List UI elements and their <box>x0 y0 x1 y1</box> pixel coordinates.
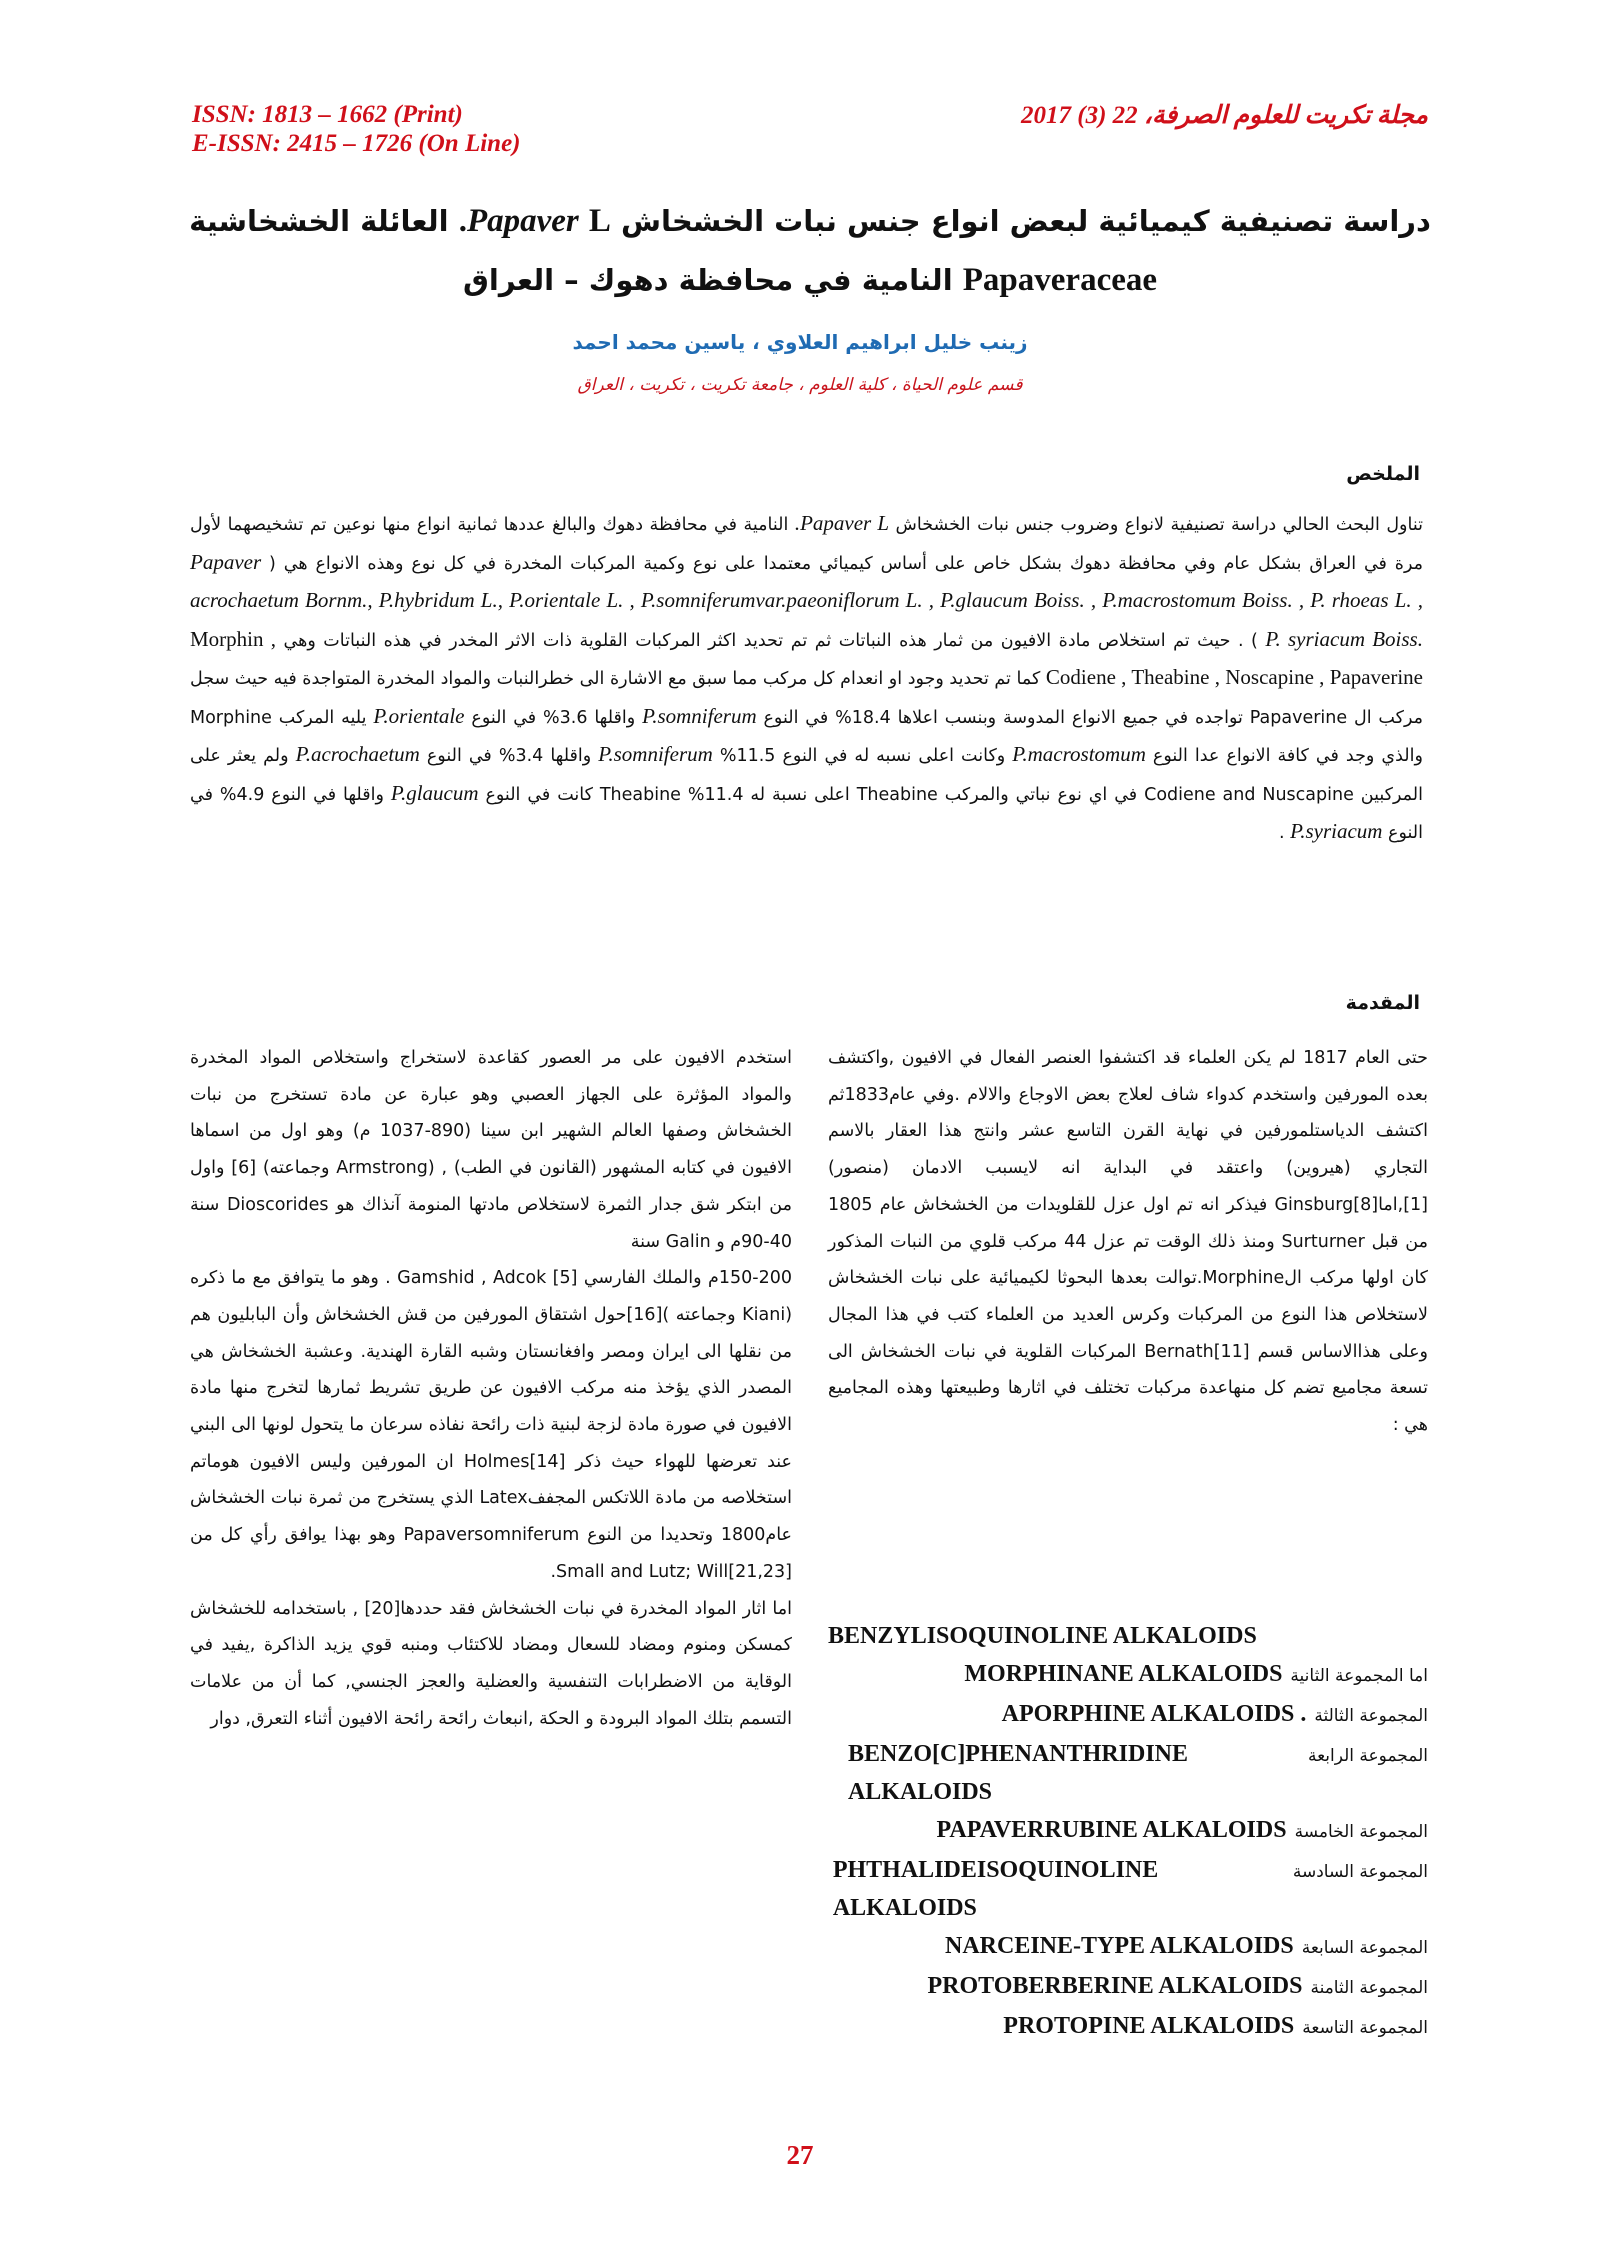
species-name: P.syriacum <box>1290 819 1383 843</box>
journal-citation: مجلة تكريت للعلوم الصرفة، 22 (3) 2017 <box>1020 102 1428 129</box>
group-label: المجموعة السادسة <box>1292 1862 1428 1882</box>
abstract-text: واقلها 3.6% في النوع <box>471 707 636 728</box>
intro-left-column <box>190 1040 792 1737</box>
species-name: P.orientale <box>373 703 465 728</box>
group-name: MORPHINANE ALKALOIDS <box>964 1661 1283 1687</box>
intro-paragraph: حتى العام 1817 لم يكن العلماء قد اكتشفوا العنصر الفعال في الافيون ,واكتشف بعده المورفين واستخدم كدواء شاف لعلاج بعض الاوجاع والالام .وفي عام1833ثم اكتشف الدياستلمورفين في نهاية القرن التاسع عشر وانتج هذا العقار بالاسم التجاري (هيروين) واعتقد في البداية انه لايسبب الادمان (منصور)[1],اماGinsburg[8] فيذكر انه تم اول عزل للقلويدات من الخشخاش عام 1805 من قبل Surturner ومنذ ذلك الوقت تم عزل 44 مركب قلوي من النبات المذكور كان اولها مركب الMorphine.توالت بعدها البحوثا لكيميائية على نبات الخشخاش لاستخلاص هذا النوع من المركبات وكرس العديد من العلماء كتب في هذا المجال وعلى هذاالاساس قسم Bernath[11] المركبات القلوية في نبات الخشخاش الى تسعة مجاميع تضم كل منهاعدة مركبات تختلف في اثارها وطبيعتها وهذه المجاميع هي : <box>828 1048 1428 1436</box>
group-label: المجموعة التاسعة <box>1302 2018 1428 2038</box>
page-number: 27 <box>786 2140 814 2170</box>
title-arabic-part2: العائلة الخشخاشية <box>189 204 449 238</box>
affiliation: قسم علوم الحياة ، كلية العلوم ، جامعة تكريت ، تكريت ، العراق <box>577 375 1023 395</box>
species-name: P.somniferum <box>642 703 757 728</box>
group-label: المجموعة الثامنة <box>1310 1978 1428 1998</box>
group-name: PROTOBERBERINE ALKALOIDS <box>927 1973 1303 1999</box>
alkaloid-groups <box>828 1617 1428 2047</box>
intro-paragraph: اما اثار المواد المخدرة في نبات الخشخاش فقد حددها[20] , باستخدامه للخشخاش كمسكن ومنوم ومضاد للسعال ومضاد للاكتئاب ومنبه قوي يزيد الذاكرة ,يفيد في الوقاية من الاضطرابات التنفسية والعضلية والعجز الجنسي, كما أن من علامات التسمم بتلك المواد البرودة و الحكة ,انبعاث رائحة رائحة الافيون أثناء التعرق, دوار <box>190 1598 792 1729</box>
authors: زينب خليل ابراهيم العلاوي ، ياسين محمد احمد <box>572 330 1028 354</box>
paper-title-line2 <box>180 262 1440 299</box>
group-label: المجموعة الثالثة <box>1314 1706 1428 1726</box>
alkaloid-group-1: BENZYLISOQUINOLINE ALKALOIDS <box>828 1623 1257 1649</box>
title-authority: L. <box>458 203 611 239</box>
paper-title-line1 <box>180 203 1440 240</box>
title-arabic-part3: النامية في محافظة دهوك – العراق <box>462 263 953 297</box>
abstract-text: النامية في محافظة دهوك والبالغ عددها ثمانية انواع منها نوعين تم تشخيصهما لأول مرة في العراق بشكل عام وفي محافظة دهوك بشكل خاص على أساس كيميائي معتمدا على نوع وكمية المركبات المخدرة في كل نوع وهذه الانواع هي ( <box>190 515 1423 574</box>
alkaloid-group-4 <box>828 1735 1428 1811</box>
intro-heading: المقدمة <box>1345 992 1420 1014</box>
species-name: P.acrochaetum <box>295 742 420 766</box>
species-name: P.glaucum <box>390 780 479 805</box>
issn-online: E-ISSN: 2415 – 1726 (On Line) <box>192 130 521 157</box>
group-name: NARCEINE-TYPE ALKALOIDS <box>944 1933 1294 1959</box>
abstract-text: يليه المركب Morphine والذي وجد في كافة الانواع عدا النوع <box>190 707 1423 766</box>
issn-print: ISSN: 1813 – 1662 (Print) <box>192 101 463 128</box>
abstract-text: تناول البحث الحالي دراسة تصنيفية لانواع وضروب جنس نبات الخشخاش <box>895 515 1423 535</box>
alkaloid-group-7 <box>828 1927 1428 1967</box>
alkaloid-group-3 <box>828 1695 1428 1735</box>
group-name: APORPHINE ALKALOIDS . <box>1001 1701 1307 1727</box>
group-label: المجموعة الخامسة <box>1294 1822 1428 1842</box>
compound-list: Morphin , Codiene , Theabine , Noscapine , Papaverine <box>190 626 1423 689</box>
group-name: PHTHALIDEISOQUINOLINE ALKALOIDS <box>832 1857 1159 1921</box>
alkaloid-group-2 <box>828 1655 1428 1695</box>
intro-paragraph: 150-200م والملك الفارسي Gamshid , Adcok [5] . وهو ما يتوافق مع ما ذكره (Kiani وجماعته )[16]حول اشتقاق المورفين من قش الخشخاش وأن البابليون هم من نقلها الى ايران ومصر وافغانستان وشبه القارة الهندية. وعشبة الخشخاش هي المصدر الذي يؤخذ منه مركب الافيون عن طريق تشريط ثمارها لتخرج منها مادة الافيون في صورة مادة لزجة لبنية ذات رائحة نفاذه سرعان ما يتحول لونها الى البني عند تعرضها للهواء حيث ذكر Holmes[14] ان المورفين وليس الافيون هوماتم استخلاصه من مادة اللاتكس المجففLatex الذي يستخرج من ثمرة نبات الخشخاش عام1800 وتحديدا من النوع Papaversomniferum وهو بهذا يوافق رأي كل من Small and Lutz; Will[21,23]. <box>190 1268 793 1582</box>
intro-right-column <box>828 1040 1428 1444</box>
species-name: P.somniferum <box>598 742 713 766</box>
species-list: Papaver acrochaetum Bornm., P.hybridum L., P.orientale L. , P.somniferumvar.paeoniflorum L. , P.glaucum Boiss. , P.macrostomum Boiss. , P. rhoeas L. , P. syriacum Boiss. <box>190 549 1423 651</box>
group-label: المجموعة الرابعة <box>1307 1746 1428 1766</box>
group-name: BENZO[C]PHENANTHRIDINE ALKALOIDS <box>847 1741 1188 1805</box>
alkaloid-group-9 <box>828 2007 1428 2047</box>
abstract-text: واقلها 3.4% في النوع <box>426 746 592 766</box>
title-genus: Papaver <box>466 203 579 239</box>
abstract-text: وكانت اعلى نسبه له في النوع 11.5% <box>719 746 1006 766</box>
abstract-text: واقلها في النوع 4.9% في النوع <box>190 784 1423 843</box>
abstract-heading: الملخص <box>1346 463 1420 485</box>
intro-paragraph: استخدم الافيون على مر العصور كقاعدة لاستخراج واستخلاص المواد المخدرة والمواد المؤثرة على الجهاز العصبي وهو عبارة عن مادة تستخرج من نبات الخشخاش وصفها العالم الشهير ابن سينا (890-1037 م) وهو اول من اسماها الافيون في كتابه المشهور (القانون في الطب) , (Armstrong وجماعته) [6] واول من ابتكر شق جدار الثمرة لاستخلاص مادتها المنومة آنذاك هو Dioscorides سنة 40-90م و Galin سنة <box>190 1048 793 1252</box>
group-label: اما المجموعة الثانية <box>1290 1666 1428 1686</box>
title-arabic-part1: دراسة تصنيفية كيميائية لبعض انواع جنس نبات الخشخاش <box>620 204 1431 238</box>
abstract-text: ) . حيث تم استخلاص مادة الافيون من ثمار هذه النباتات ثم تم تحديد اكثر المركبات القلوية ذات الاثر المخدر في هذه النباتات وهي <box>283 630 1258 651</box>
genus-name: Papaver L. <box>794 511 890 535</box>
alkaloid-group-8 <box>828 1967 1428 2007</box>
group-label: المجموعة السابعة <box>1301 1938 1428 1958</box>
title-family: Papaveraceae <box>962 262 1158 298</box>
group-name: PROTOPINE ALKALOIDS <box>1003 2013 1295 2039</box>
abstract-text: . <box>1278 823 1285 843</box>
abstract-text: كما تم تحديد وجود او انعدام كل مركب مما سبق مع الاشارة الى خطرالنبات والمواد المخدرة المتواجدة فيه حيث سجل مركب ال Papaverine تواجده في جميع الانواع المدوسة وبنسب اعلاها 18.4% في النوع <box>190 669 1423 728</box>
species-name: P.macrostomum <box>1012 742 1146 766</box>
alkaloid-group-5 <box>828 1811 1428 1851</box>
alkaloid-group-6 <box>828 1851 1428 1927</box>
abstract-text: ولم يعثر على المركبين Codiene and Nuscapine في اي نوع نباتي والمركب Theabine اعلى نسبة له 11.4% Theabine كانت في النوع <box>190 746 1423 805</box>
group-name: PAPAVERRUBINE ALKALOIDS <box>936 1817 1287 1843</box>
abstract-body <box>190 505 1423 852</box>
issn-block <box>192 100 521 158</box>
